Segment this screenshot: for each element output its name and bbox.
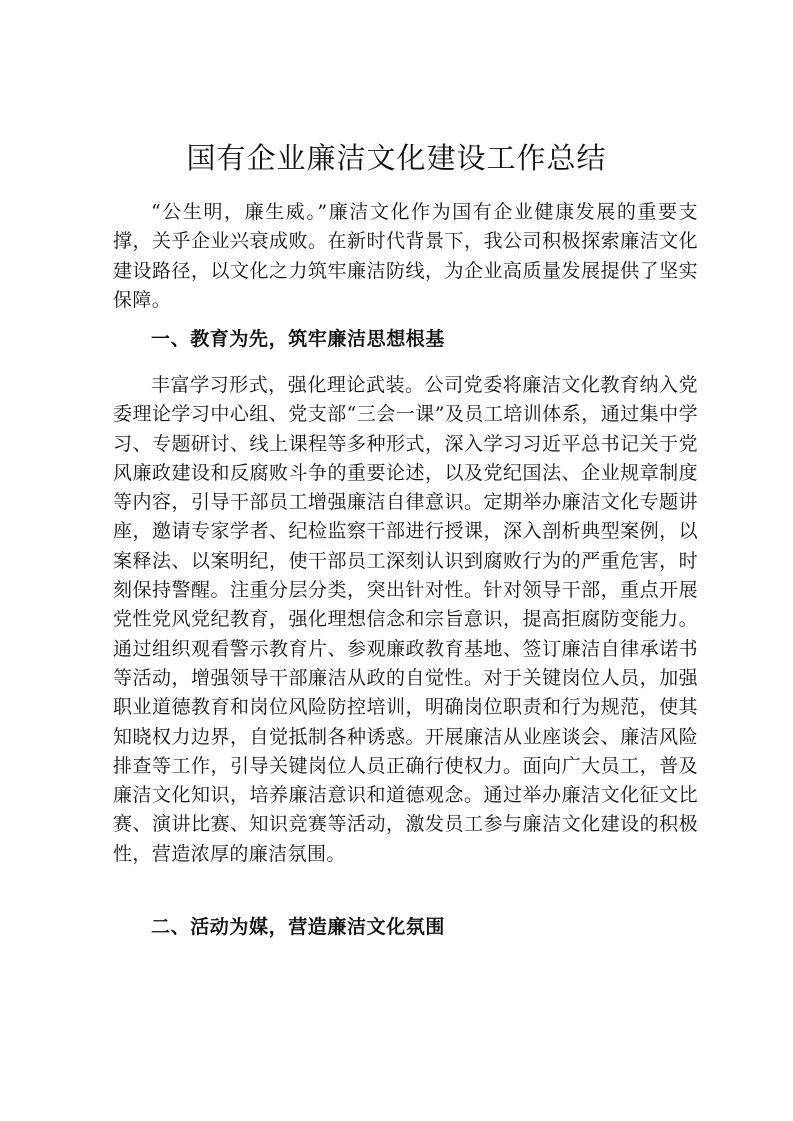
document-title: 国有企业廉洁文化建设工作总结 bbox=[186, 141, 607, 175]
section-paragraph-1: 丰富学习形式，强化理论武装。公司党委将廉洁文化教育纳入党委理论学习中心组、党支部“三会一课”及员工培训体系，通过集中学习、专题研讨、线上课程等多种形式，深入学习习近平总书记关于党风廉政建设和反腐败斗争的重要论述，以及党纪国法、企业规章制度等内容，引导干部员工增强廉洁自律意识。定期举办廉洁文化专题讲座，邀请专家学者、纪检监察干部进行授课，深入剖析典型案例，以案释法、以案明纪，使干部员工深刻认识到腐败行为的严重危害，时刻保持警醒。注重分层分类，突出针对性。针对领导干部，重点开展党性党风党纪教育，强化理想信念和宗旨意识，提高拒腐防变能力。通过组织观看警示教育片、参观廉政教育基地、签订廉洁自律承诺书等活动，增强领导干部廉洁从政的自觉性。对于关键岗位人员，加强职业道德教育和岗位风险防控培训，明确岗位职责和行为规范，使其知晓权力边界，自觉抵制各种诱惑。开展廉洁从业座谈会、廉洁风险排查等工作，引导关键岗位人员正确行使权力。面向广大员工，普及廉洁文化知识，培养廉洁意识和道德观念。通过举办廉洁文化征文比赛、演讲比赛、知识竞赛等活动，激发员工参与廉洁文化建设的积极性，营造浓厚的廉洁氛围。 bbox=[113, 374, 698, 865]
section-heading-2: 二、活动为媒，营造廉洁文化氛围 bbox=[151, 916, 446, 938]
section-heading-1: 一、教育为先，筑牢廉洁思想根基 bbox=[151, 328, 446, 350]
intro-paragraph: “公生明，廉生威。”廉洁文化作为国有企业健康发展的重要支撑，关乎企业兴衰成败。在新时代背景下，我公司积极探索廉洁文化建设路径，以文化之力筑牢廉洁防线，为企业高质量发展提供了坚实保障。 bbox=[113, 201, 698, 311]
